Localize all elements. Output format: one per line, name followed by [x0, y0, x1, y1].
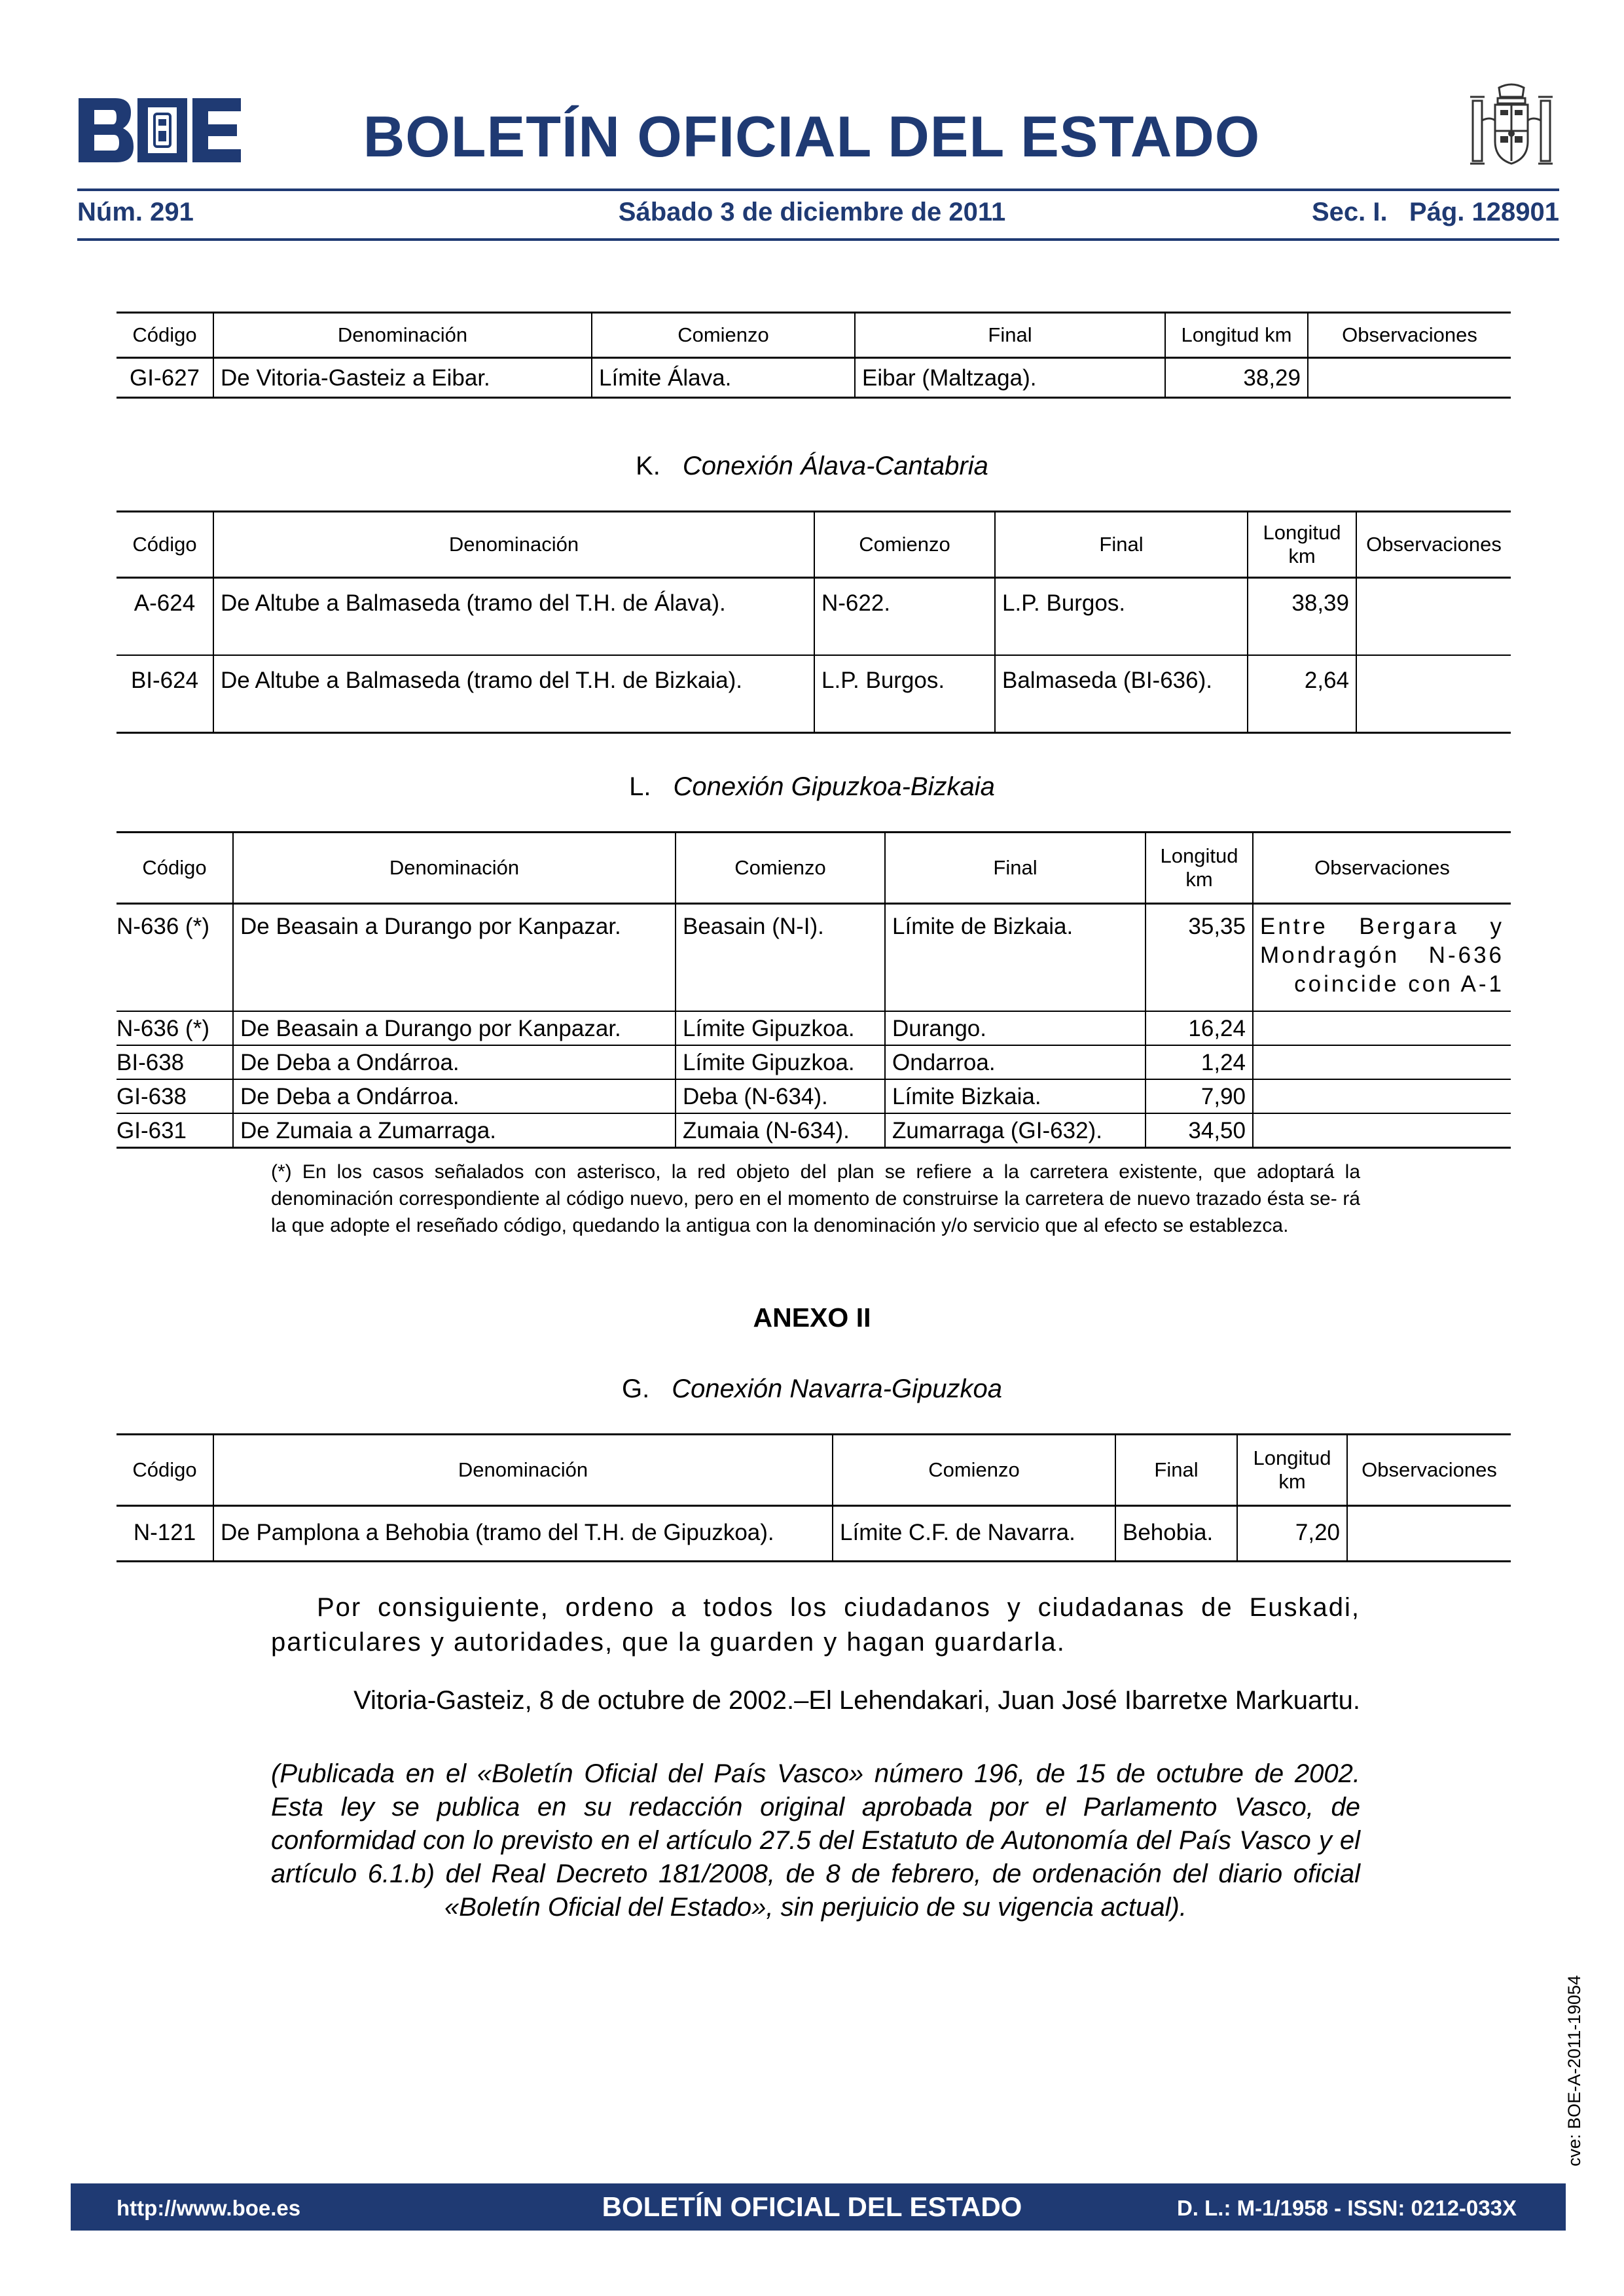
table-header-row — [117, 313, 1511, 358]
road-end: Durango. — [885, 1011, 1146, 1045]
road-notes: Entre Bergara y Mondragón N-636 coincide con A-1 — [1253, 904, 1511, 1012]
road-length: 38,39 — [1248, 578, 1356, 656]
road-name: De Beasain a Durango por Kanpazar. — [233, 1011, 676, 1045]
road-name: De Zumaia a Zumarraga. — [233, 1113, 676, 1148]
road-length: 16,24 — [1146, 1011, 1253, 1045]
road-start: Límite Gipuzkoa. — [676, 1045, 885, 1079]
table-row — [117, 1079, 1511, 1113]
road-end: Behobia. — [1115, 1506, 1237, 1562]
column-header: Observaciones — [1356, 512, 1511, 578]
roads-table-continued — [117, 312, 1511, 399]
roads-table-g — [117, 1433, 1511, 1562]
road-start: Beasain (N-I). — [676, 904, 885, 1012]
table-row — [117, 904, 1511, 1012]
road-end: Límite Bizkaia. — [885, 1079, 1146, 1113]
road-length: 1,24 — [1146, 1045, 1253, 1079]
column-header: Comienzo — [592, 313, 855, 358]
column-header: Observaciones — [1308, 313, 1511, 358]
road-start: Límite C.F. de Navarra. — [833, 1506, 1115, 1562]
road-notes — [1253, 1011, 1511, 1045]
column-header: Denominación — [213, 313, 592, 358]
annex-heading: ANEXO II — [753, 1302, 871, 1333]
table-header-row — [117, 1435, 1511, 1506]
road-length: 7,90 — [1146, 1079, 1253, 1113]
road-name: De Vitoria-Gasteiz a Eibar. — [213, 358, 592, 398]
section-letter: K. — [636, 452, 660, 480]
road-length: 7,20 — [1237, 1506, 1347, 1562]
coat-of-arms-icon — [1466, 81, 1557, 173]
table-row — [117, 655, 1511, 733]
road-code: A-624 — [117, 578, 213, 656]
road-name: De Beasain a Durango por Kanpazar. — [233, 904, 676, 1012]
header-divider-top — [77, 188, 1559, 191]
table-row — [117, 578, 1511, 656]
column-header: Observaciones — [1253, 833, 1511, 904]
table-header-row — [117, 512, 1511, 578]
road-name: De Deba a Ondárroa. — [233, 1045, 676, 1079]
road-start: Límite Gipuzkoa. — [676, 1011, 885, 1045]
road-length: 35,35 — [1146, 904, 1253, 1012]
boe-logo — [77, 97, 242, 164]
road-code: N-121 — [117, 1506, 213, 1562]
roads-table-l — [117, 831, 1511, 1149]
column-header: Longitud km — [1248, 512, 1356, 578]
issue-number: Núm. 291 — [77, 198, 194, 226]
road-end: Ondarroa. — [885, 1045, 1146, 1079]
section-name: Conexión Álava-Cantabria — [682, 452, 988, 480]
column-header: Código — [117, 833, 233, 904]
column-header: Denominación — [213, 1435, 833, 1506]
table-row — [117, 1011, 1511, 1045]
column-header: Longitud km — [1165, 313, 1308, 358]
table-row — [117, 1045, 1511, 1079]
road-code: N-636 (*) — [117, 1011, 233, 1045]
road-code: N-636 (*) — [117, 904, 233, 1012]
road-start: Zumaia (N-634). — [676, 1113, 885, 1148]
cve-code: cve: BOE-A-2011-19054 — [1564, 1975, 1584, 2166]
road-code: BI-624 — [117, 655, 213, 733]
column-header: Longitud km — [1237, 1435, 1347, 1506]
section-letter: G. — [622, 1374, 650, 1403]
road-start: Límite Álava. — [592, 358, 855, 398]
road-length: 2,64 — [1248, 655, 1356, 733]
road-end: Balmaseda (BI-636). — [995, 655, 1248, 733]
column-header: Final — [885, 833, 1146, 904]
road-name: De Pamplona a Behobia (tramo del T.H. de Gipuzkoa). — [213, 1506, 833, 1562]
road-length: 38,29 — [1165, 358, 1308, 398]
header-divider-bottom — [77, 238, 1559, 241]
column-header: Final — [995, 512, 1248, 578]
column-header: Código — [117, 512, 213, 578]
column-header: Final — [855, 313, 1165, 358]
table-row — [117, 358, 1511, 398]
road-start: L.P. Burgos. — [814, 655, 995, 733]
roads-table-k — [117, 511, 1511, 734]
section-page: Sec. I. Pág. 128901 — [1311, 198, 1559, 226]
column-header: Comienzo — [676, 833, 885, 904]
road-notes — [1347, 1506, 1511, 1562]
road-notes — [1253, 1079, 1511, 1113]
table-header-row — [117, 833, 1511, 904]
column-header: Comienzo — [833, 1435, 1115, 1506]
road-name: De Altube a Balmaseda (tramo del T.H. de Álava). — [213, 578, 814, 656]
road-end: Límite de Bizkaia. — [885, 904, 1146, 1012]
road-name: De Deba a Ondárroa. — [233, 1079, 676, 1113]
asterisk-footnote: (*) En los casos señalados con asterisco, la red objeto del plan se refiere a la carretera existente, que adoptará la denominación correspondiente al código nuevo, pero en el momento de construirse la carretera de nuevo trazado ésta se- rá la que adopte el reseñado código, quedando la antigua con la denominación y/o servicio que al efecto se establezca. — [271, 1161, 1360, 1236]
column-header: Comienzo — [814, 512, 995, 578]
column-header: Denominación — [213, 512, 814, 578]
table-row — [117, 1113, 1511, 1148]
road-end: Zumarraga (GI-632). — [885, 1113, 1146, 1148]
publication-note: (Publicada en el «Boletín Oficial del País Vasco» número 196, de 15 de octubre de 2002. Esta ley se publica en su redacción original aprobada por el Parlamento Vasco, de conformidad con lo previsto en el artículo 27.5 del Estatuto de Autonomía del País Vasco y el artículo 6.1.b) del Real Decreto 181/2008, de 8 de febrero, de ordenación del diario oficial «Boletín Oficial del Estado», sin perjuicio de su vigencia actual). — [271, 1759, 1360, 1922]
signature-line: Vitoria-Gasteiz, 8 de octubre de 2002.–El Lehendakari, Juan José Ibarretxe Markuartu. — [353, 1686, 1360, 1715]
column-header: Final — [1115, 1435, 1237, 1506]
road-code: BI-638 — [117, 1045, 233, 1079]
road-name: De Altube a Balmaseda (tramo del T.H. de Bizkaia). — [213, 655, 814, 733]
road-length: 34,50 — [1146, 1113, 1253, 1148]
section-title-g — [0, 1374, 1624, 1404]
table-row — [117, 1506, 1511, 1562]
footer-legal-info: D. L.: M-1/1958 - ISSN: 0212-033X — [1176, 2196, 1517, 2220]
column-header: Longitud km — [1146, 833, 1253, 904]
road-start: Deba (N-634). — [676, 1079, 885, 1113]
road-end: L.P. Burgos. — [995, 578, 1248, 656]
column-header: Código — [117, 313, 213, 358]
road-code: GI-638 — [117, 1079, 233, 1113]
footer-title: BOLETÍN OFICIAL DEL ESTADO — [602, 2191, 1022, 2222]
issue-date: Sábado 3 de diciembre de 2011 — [618, 198, 1006, 226]
page-title: BOLETÍN OFICIAL DEL ESTADO — [363, 104, 1261, 169]
road-notes — [1356, 578, 1511, 656]
section-name: Conexión Gipuzkoa-Bizkaia — [673, 772, 995, 801]
section-letter: L. — [629, 772, 651, 801]
footer-link[interactable]: http://www.boe.es — [117, 2196, 301, 2220]
column-header: Observaciones — [1347, 1435, 1511, 1506]
closing-paragraph: Por consiguiente, ordeno a todos los ciudadanos y ciudadanas de Euskadi, particulares y autoridades, que la guarden y hagan guardarla. — [271, 1593, 1360, 1657]
column-header: Denominación — [233, 833, 676, 904]
road-start: N-622. — [814, 578, 995, 656]
column-header: Código — [117, 1435, 213, 1506]
section-name: Conexión Navarra-Gipuzkoa — [672, 1374, 1002, 1403]
road-code: GI-631 — [117, 1113, 233, 1148]
road-notes — [1356, 655, 1511, 733]
road-notes — [1253, 1045, 1511, 1079]
road-notes — [1253, 1113, 1511, 1148]
section-title-l — [0, 772, 1624, 802]
road-code: GI-627 — [117, 358, 213, 398]
road-notes — [1308, 358, 1511, 398]
road-end: Eibar (Maltzaga). — [855, 358, 1165, 398]
section-title-k — [0, 452, 1624, 481]
